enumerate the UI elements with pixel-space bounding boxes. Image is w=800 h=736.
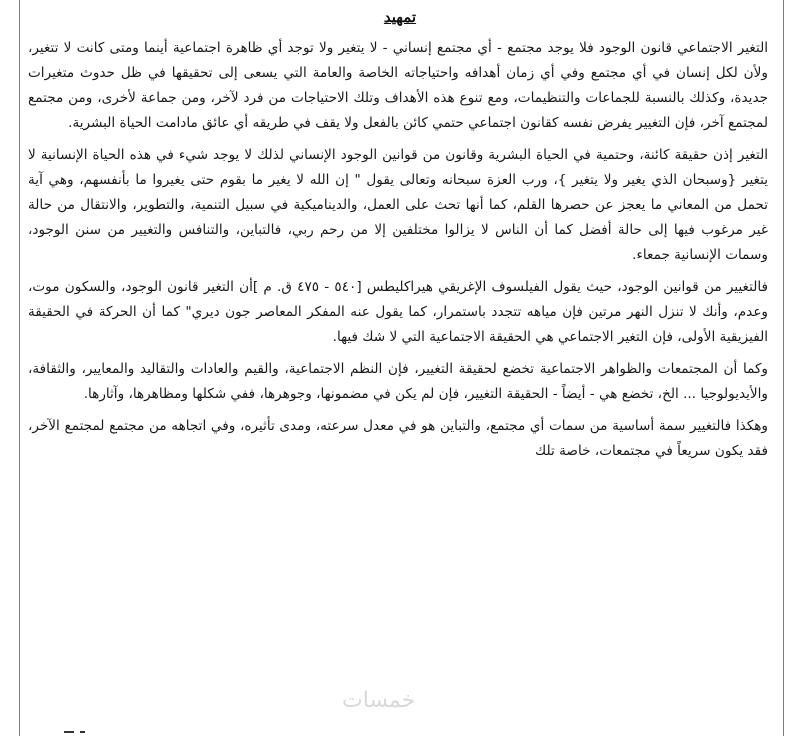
watermark-logo: خمسات: [342, 688, 416, 713]
paragraph-2: التغير إذن حقيقة كائنة، وحتمية في الحياة البشرية وقانون من قوانين الوجود الإنساني لذلك لا يوجد شيء في هذه الحياة الإنسانية لا يتغير {وسبحان الذي يغير ولا يتغير }، ورب العزة سبحانه وتعالى يقول " إن الله لا يغير ما بقوم حتى يغيروا ما بأنفسهم، وهي آية تحمل من المعاني ما يعجز عن حصرها القلم، كما أنها تحث على العمل، والديناميكية في سبيل التنمية، والتطوير، والانتقال من حالة غير مرغوب فيها إلى حالة أفضل كما أن الناس لا يزالوا مختلفين إلا من رحم ربي، فالتباين، والتنافس والتغيير من سنن الوجود، وسمات الإنسانية جمعاء.: [28, 147, 768, 263]
document-body: [28, 36, 768, 471]
paragraph-3: فالتغيير من قوانين الوجود، حيث يقول الفيلسوف الإغريقي هيراكليطس [٥٤٠ - ٤٧٥ ق. م ]أن التغير قانون الوجود، والسكون موت، وعدم، وأنك لا تنزل النهر مرتين فإن مياهه تتجدد باستمرار، كما يقول عنه المفكر المعاصر جون ديري" كما أن الحركة في الحقيقة الفيزيقية الأولى، فإن التغير الاجتماعي هي الحقيقة الاجتماعية التي لا شك فيها.: [28, 279, 768, 345]
paragraph-4: وكما أن المجتمعات والظواهر الاجتماعية تخضع لحقيقة التغيير، فإن النظم الاجتماعية، والقيم والعادات والتقاليد والمعايير، والثقافة، والأيديولوجيا ... الخ، تخضع هي - أيضاً - الحقيقة التغيير، فإن لم يكن في مضمونها، وجوهرها، ففي شكلها ومظاهرها، وآثارها.: [28, 361, 768, 402]
paragraph-1: التغير الاجتماعي قانون الوجود فلا يوجد مجتمع - أي مجتمع إنساني - لا يتغير ولا توجد أي ظاهرة اجتماعية أينما ومتى كانت لا تتغير، ولأن لكل إنسان في أي مجتمع وفي أي زمان أهدافه واحتياجاته الخاصة والعامة التي يسعى إلى تحقيقها في ظل حدوث متغيرات جديدة، وكذلك بالنسبة للجماعات والتنظيمات، ومع تنوع هذه الأهداف وتلك الاحتياجات من فرد لآخر، ومن جماعة لأخرى، ومن مجتمع لمجتمع آخر، فإن التغيير يفرض نفسه كقانون اجتماعي حتمي كائن بالفعل ولا يقف في طريقه أي عائق مادامت الحياة البشرية.: [28, 40, 768, 131]
page-border-left: [19, 0, 20, 736]
title-text: تمهيد: [383, 8, 417, 26]
footer-mark: [64, 731, 74, 733]
page-title: [0, 8, 800, 26]
footer-marks: [0, 728, 800, 736]
footer-mark: [80, 731, 85, 733]
paragraph-5: وهكذا فالتغيير سمة أساسية من سمات أي مجتمع، والتباين هو في معدل سرعته، ومدى تأثيره، وفي اتجاهه من مجتمع لمجتمع الآخر، فقد يكون سريعاً في مجتمعات، خاصة تلك: [28, 418, 768, 459]
page-border-right: [783, 0, 784, 736]
